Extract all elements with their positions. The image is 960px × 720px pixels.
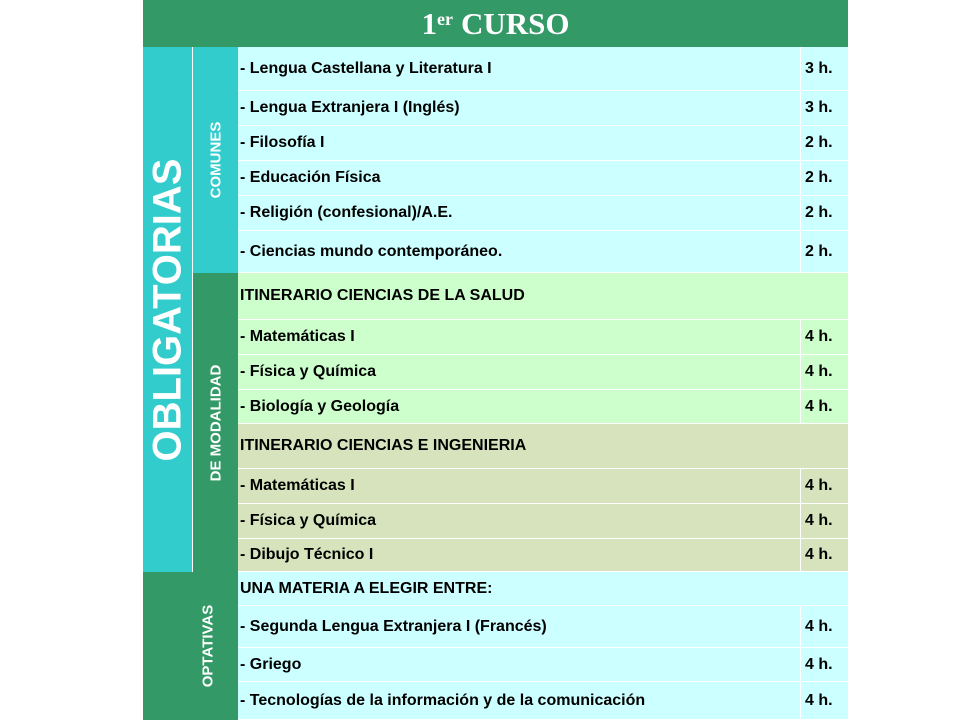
table-row-hours: 4 h. xyxy=(800,320,848,355)
table-row-hours: 2 h. xyxy=(800,196,848,231)
table-row-hours: 4 h. xyxy=(800,606,848,648)
modalidad-label: DE MODALIDAD xyxy=(207,364,224,481)
table-row-hours: 4 h. xyxy=(800,504,848,539)
table-row-subject: - Segunda Lengua Extranjera I (Francés) xyxy=(238,606,800,648)
course-table xyxy=(143,0,848,720)
table-row-subject: - Filosofía I xyxy=(238,126,800,161)
course-title xyxy=(143,0,848,47)
table-row-subject: - Religión (confesional)/A.E. xyxy=(238,196,800,231)
optativas-heading: UNA MATERIA A ELEGIR ENTRE: xyxy=(238,572,848,606)
optativas-label: OPTATIVAS xyxy=(199,604,217,688)
table-row-subject: - Física y Química xyxy=(238,504,800,539)
table-row-subject: - Biología y Geología xyxy=(238,390,800,424)
table-row-hours: 4 h. xyxy=(800,648,848,682)
course-title-number: 1 xyxy=(421,5,437,41)
table-row-hours: 4 h. xyxy=(800,539,848,572)
table-row-hours: 4 h. xyxy=(800,355,848,390)
table-row-hours: 3 h. xyxy=(800,91,848,126)
obligatorias-label-cell xyxy=(143,47,193,572)
course-title-text: CURSO xyxy=(460,5,570,41)
table-row-hours: 3 h. xyxy=(800,47,848,91)
table-row-subject: - Ciencias mundo contemporáneo. xyxy=(238,231,800,273)
table-row-subject: - Dibujo Técnico I xyxy=(238,539,800,572)
obligatorias-label: OBLIGATORIAS xyxy=(145,158,189,461)
table-row-hours: 4 h. xyxy=(800,390,848,424)
table-row-hours: 2 h. xyxy=(800,231,848,273)
modalidad-label-cell xyxy=(193,273,238,572)
table-row-subject: - Matemáticas I xyxy=(238,320,800,355)
table-row-subject: - Matemáticas I xyxy=(238,469,800,504)
itinerario-ingenieria-heading: ITINERARIO CIENCIAS E INGENIERIA xyxy=(238,424,848,469)
table-row-subject: - Griego xyxy=(238,648,800,682)
table-row-hours: 4 h. xyxy=(800,469,848,504)
table-row-subject: - Educación Física xyxy=(238,161,800,196)
comunes-label: COMUNES xyxy=(207,121,224,199)
optativas-label-cell xyxy=(143,572,238,720)
table-row-subject: - Lengua Extranjera I (Inglés) xyxy=(238,91,800,126)
table-row-subject: - Tecnologías de la información y de la comunicación xyxy=(238,682,800,720)
table-row-subject: - Física y Química xyxy=(238,355,800,390)
itinerario-salud-heading: ITINERARIO CIENCIAS DE LA SALUD xyxy=(238,273,848,320)
course-title-ordinal: er xyxy=(437,9,453,29)
table-row-hours: 4 h. xyxy=(800,682,848,720)
table-row-subject: - Lengua Castellana y Literatura I xyxy=(238,47,800,91)
table-row-hours: 2 h. xyxy=(800,126,848,161)
table-row-hours: 2 h. xyxy=(800,161,848,196)
comunes-label-cell xyxy=(193,47,238,273)
